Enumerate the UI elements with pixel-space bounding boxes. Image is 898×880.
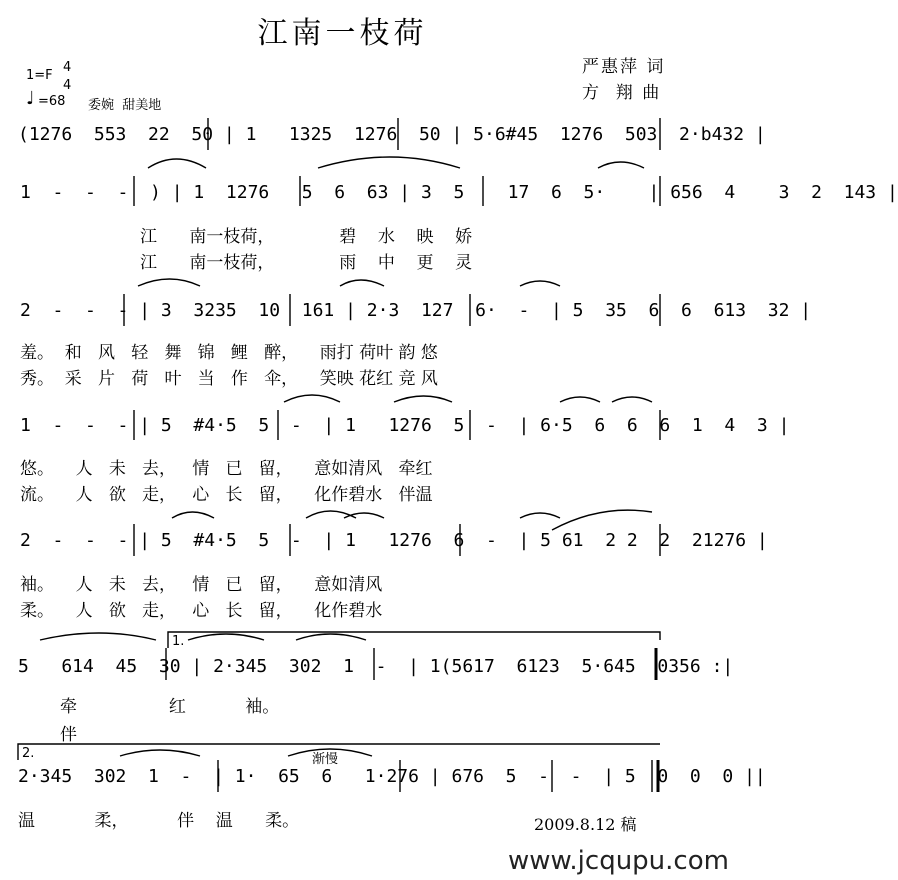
expression-marking: 委婉 甜美地 xyxy=(88,98,162,113)
ritardando-marking: 渐慢 xyxy=(312,752,339,767)
notation-row-6: 5 614 45 30 | 2·345 302 1 - | 1(5617 6123 5·645 0356 :| xyxy=(18,656,734,677)
notation-row-5: 2 - - - | 5 #4·5 5 - | 1 1276 6 - | 5 61 2 2 2 21276 | xyxy=(20,530,768,551)
notation-row-7: 2·345 302 1 - | 1· 65 6 1·276 | 676 5 - - | 5 0 0 0 || xyxy=(18,766,766,787)
quarter-note-icon: ♩ xyxy=(26,88,35,109)
time-signature-top: 4 xyxy=(63,60,72,75)
lyric-row-7-verse-1: 温 柔， 伴 温 柔。 xyxy=(18,811,300,831)
second-ending-label: 2. xyxy=(22,746,35,761)
lyric-row-2-verse-2: 江 南一枝荷， 雨 中 更 灵 xyxy=(140,253,473,273)
lyric-row-6-verse-1: 牵 红 袖。 xyxy=(60,697,280,717)
lyric-row-5-verse-1: 袖。 人 未 去， 情 已 留， 意如清风 xyxy=(20,575,383,595)
lyric-row-4-verse-2: 流。 人 欲 走， 心 长 留， 化作碧水 伴温 xyxy=(20,485,433,505)
lyric-row-3-verse-1: 羞。 和 风 轻 舞 锦 鲤 醉， 雨打 荷叶 韵 悠 xyxy=(20,343,438,363)
key-signature: 1=F xyxy=(26,68,53,83)
lyricist-credit: 严惠萍 词 xyxy=(582,57,666,77)
notation-row-1: (1276 553 22 50 | 1 1325 1276 50 | 5·6#45 1276 503 2·b432 | xyxy=(18,124,766,145)
lyric-row-2-verse-1: 江 南一枝荷， 碧 水 映 娇 xyxy=(140,227,473,247)
notation-row-4: 1 - - - | 5 #4·5 5 - | 1 1276 5 - | 6·5 6 6 6 1 4 3 | xyxy=(20,415,790,436)
time-signature-bottom: 4 xyxy=(63,78,72,93)
first-ending-label: 1. xyxy=(172,634,185,649)
lyric-row-4-verse-1: 悠。 人 未 去， 情 已 留， 意如清风 牵红 xyxy=(20,459,433,479)
lyric-row-6-verse-2: 伴 xyxy=(60,725,77,745)
notation-row-2: 1 - - - ) | 1 1276 5 6 63 | 3 5 17 6 5· | 656 4 3 2 143 | xyxy=(20,182,898,203)
site-watermark: www.jcqupu.com xyxy=(508,846,729,876)
lyric-row-3-verse-2: 秀。 采 片 荷 叶 当 作 伞， 笑映 花红 竞 风 xyxy=(20,369,438,389)
notation-row-3: 2 - - - | 3 3235 10 161 | 2·3 127 6· - | 5 35 6 6 613 32 | xyxy=(20,300,812,321)
composer-credit: 方 翔 曲 xyxy=(582,83,662,103)
tempo-marking: =68 xyxy=(38,94,66,109)
lyric-row-5-verse-2: 柔。 人 欲 走， 心 长 留， 化作碧水 xyxy=(20,601,383,621)
song-title: 江南一枝荷 xyxy=(257,16,428,51)
composition-date: 2009.8.12 稿 xyxy=(534,815,637,834)
